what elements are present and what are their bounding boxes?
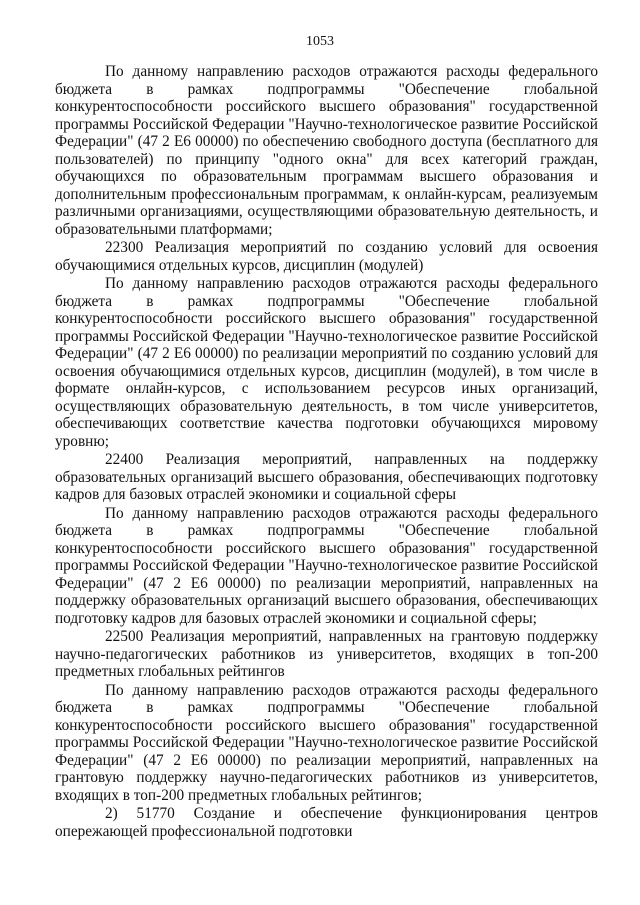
paragraph-funding-description: По данному направлению расходов отражаются расходы федерального бюджета в рамках подпрограммы "Обеспечение глобальной конкурентоспособности российского высшего образования" государственной программы Российской Федерации "Научно-технологическое развитие Российской Федерации" (47 2 Е6 00000) по реализации мероприятий по созданию условий для освоения обучающимися отдельных курсов, дисциплин (модулей), в том числе в формате онлайн-курсов, с использованием ресурсов иных организаций, осуществляющих образовательную деятельность, в том числе университетов, обеспечивающих соответствие качества подготовки обучающихся мировому уровню; [55,275,598,450]
paragraph-heading-22400: 22400 Реализация мероприятий, направленных на поддержку образовательных организаций высшего образования, обеспечивающих подготовку кадров для базовых отраслей экономики и социальной сферы [55,451,598,503]
paragraph-funding-description: По данному направлению расходов отражаются расходы федерального бюджета в рамках подпрограммы "Обеспечение глобальной конкурентоспособности российского высшего образования" государственной программы Российской Федерации "Научно-технологическое развитие Российской Федерации" (47 2 Е6 00000) по реализации мероприятий, направленных на поддержку образовательных организаций высшего образования, обеспечивающих подготовку кадров для базовых отраслей экономики и социальной сферы; [55,504,598,627]
document-body [55,63,598,840]
paragraph-heading-22300: 22300 Реализация мероприятий по созданию условий для освоения обучающимися отдельных курсов, дисциплин (модулей) [55,239,598,274]
paragraph-heading-22500: 22500 Реализация мероприятий, направленных на грантовую поддержку научно-педагогических работников из университетов, входящих в топ-200 предметных глобальных рейтингов [55,628,598,680]
paragraph-funding-description: По данному направлению расходов отражаются расходы федерального бюджета в рамках подпрограммы "Обеспечение глобальной конкурентоспособности российского высшего образования" государственной программы Российской Федерации "Научно-технологическое развитие Российской Федерации" (47 2 Е6 00000) по обеспечению свободного доступа (бесплатного для пользователей) по принципу "одного окна" для всех категорий граждан, обучающихся по образовательным программам высшего образования и дополнительным профессиональным программам, к онлайн-курсам, реализуемым различными организациями, осуществляющими образовательную деятельность, и образовательными платформами; [55,63,598,238]
paragraph-heading-51770: 2) 51770 Создание и обеспечение функционирования центров опережающей профессиональной подготовки [55,805,598,840]
page-number: 1053 [306,34,334,49]
paragraph-funding-description: По данному направлению расходов отражаются расходы федерального бюджета в рамках подпрограммы "Обеспечение глобальной конкурентоспособности российского высшего образования" государственной программы Российской Федерации "Научно-технологическое развитие Российской Федерации" (47 2 Е6 00000) по реализации мероприятий, направленных на грантовую поддержку научно-педагогических работников из университетов, входящих в топ-200 предметных глобальных рейтингов; [55,681,598,804]
